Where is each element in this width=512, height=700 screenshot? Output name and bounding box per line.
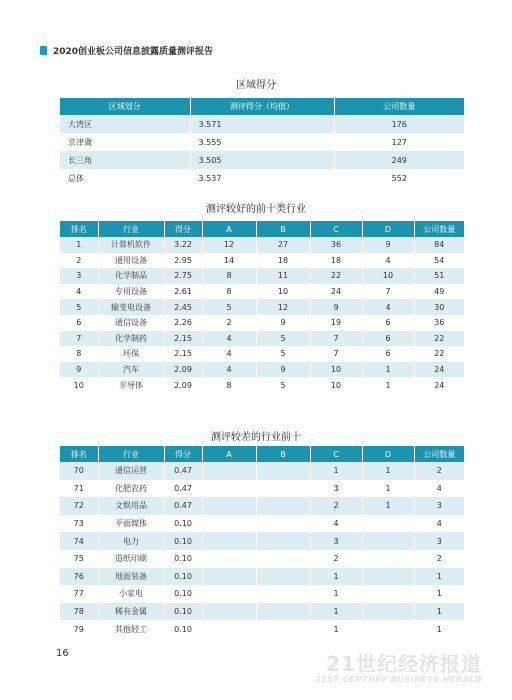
table-cell: 3.555 xyxy=(190,133,334,151)
table-cell: 74 xyxy=(60,532,98,550)
table-row xyxy=(60,515,464,533)
table-row xyxy=(60,268,464,284)
table-cell: 7 xyxy=(362,284,414,300)
table-cell: 7 xyxy=(310,346,362,362)
table-cell: 2.45 xyxy=(164,299,202,315)
table-cell: 汽车 xyxy=(98,362,164,378)
table-cell: 1 xyxy=(414,603,464,621)
table-cell: 77 xyxy=(60,585,98,603)
table-cell: 1 xyxy=(310,568,362,586)
table-cell: 2.26 xyxy=(164,315,202,331)
table-row xyxy=(60,568,464,586)
table-cell: 京津冀 xyxy=(60,133,190,151)
table-cell: 化学制药 xyxy=(98,331,164,347)
table-cell: 5 xyxy=(60,299,98,315)
table-cell: 1 xyxy=(414,585,464,603)
table-cell xyxy=(202,497,256,515)
table-cell: 10 xyxy=(362,268,414,284)
table-cell: 稀有金属 xyxy=(98,603,164,621)
table-row xyxy=(60,315,464,331)
table-row xyxy=(60,331,464,347)
table-cell: 4 xyxy=(414,480,464,498)
table-cell: 18 xyxy=(310,253,362,269)
table-cell: 8 xyxy=(202,377,256,393)
table-cell: 4 xyxy=(362,253,414,269)
column-header: B xyxy=(256,446,310,462)
table-cell: 2 xyxy=(414,462,464,480)
table-cell: 2.09 xyxy=(164,362,202,378)
table-cell: 0.10 xyxy=(164,532,202,550)
table-cell: 3 xyxy=(310,480,362,498)
table-cell: 4 xyxy=(202,362,256,378)
publisher-watermark xyxy=(315,648,482,684)
table-cell: 电力 xyxy=(98,532,164,550)
table-row xyxy=(60,362,464,378)
table-header-row xyxy=(60,221,464,237)
column-header: 得分 xyxy=(164,446,202,462)
table-cell: 22 xyxy=(310,268,362,284)
column-header: A xyxy=(202,446,256,462)
table-row xyxy=(60,377,464,393)
table-header-row xyxy=(60,98,464,115)
table-cell: 2.09 xyxy=(164,377,202,393)
table-row xyxy=(60,115,464,133)
table-cell: 6 xyxy=(362,331,414,347)
table-cell: 79 xyxy=(60,620,98,638)
table-cell: 1 xyxy=(60,237,98,253)
table-cell: 小家电 xyxy=(98,585,164,603)
table-cell: 1 xyxy=(414,568,464,586)
table-cell: 8 xyxy=(60,346,98,362)
table-cell: 2.15 xyxy=(164,346,202,362)
column-header: D xyxy=(362,446,414,462)
table-cell: 54 xyxy=(414,253,464,269)
table-cell: 2.75 xyxy=(164,268,202,284)
top-industries-title: 测评较好的前十类行业 xyxy=(206,204,306,215)
table-cell: 14 xyxy=(202,253,256,269)
table-cell: 3 xyxy=(60,268,98,284)
page-number: 16 xyxy=(56,648,69,659)
column-header: D xyxy=(362,221,414,237)
table-cell: 总体 xyxy=(60,169,190,187)
table-cell: 10 xyxy=(310,377,362,393)
table-cell: 0.47 xyxy=(164,462,202,480)
table-cell: 通信运营 xyxy=(98,462,164,480)
table-cell: 22 xyxy=(414,346,464,362)
table-cell xyxy=(202,532,256,550)
table-cell: 半导体 xyxy=(98,377,164,393)
table-cell: 4 xyxy=(202,331,256,347)
table-row xyxy=(60,346,464,362)
table-cell: 化肥农药 xyxy=(98,480,164,498)
table-cell: 12 xyxy=(202,237,256,253)
table-cell: 3 xyxy=(310,532,362,550)
table-cell: 1 xyxy=(362,480,414,498)
table-cell: 18 xyxy=(256,253,310,269)
table-cell: 1 xyxy=(310,585,362,603)
table-cell: 0.10 xyxy=(164,515,202,533)
table-cell xyxy=(256,568,310,586)
table-cell: 8 xyxy=(202,284,256,300)
table-cell: 1 xyxy=(362,362,414,378)
table-cell: 49 xyxy=(414,284,464,300)
table-cell: 30 xyxy=(414,299,464,315)
table-cell: 75 xyxy=(60,550,98,568)
table-row xyxy=(60,585,464,603)
table-cell: 0.10 xyxy=(164,620,202,638)
table-cell xyxy=(362,550,414,568)
table-row xyxy=(60,480,464,498)
table-cell: 其他轻工 xyxy=(98,620,164,638)
table-cell: 10 xyxy=(256,284,310,300)
column-header: 公司数量 xyxy=(334,98,464,115)
table-cell: 化学制品 xyxy=(98,268,164,284)
table-cell: 0.10 xyxy=(164,603,202,621)
table-cell: 0.10 xyxy=(164,550,202,568)
table-cell: 36 xyxy=(310,237,362,253)
table-cell xyxy=(256,550,310,568)
table-cell: 1 xyxy=(414,620,464,638)
table-cell: 22 xyxy=(414,331,464,347)
table-cell: 5 xyxy=(202,299,256,315)
table-header-row xyxy=(60,446,464,462)
region-score-table xyxy=(60,98,464,187)
table-cell xyxy=(202,462,256,480)
table-cell: 输变电设备 xyxy=(98,299,164,315)
table-cell: 9 xyxy=(256,315,310,331)
bottom-industries-table xyxy=(60,446,464,638)
table-cell: 2 xyxy=(414,550,464,568)
watermark-english: 21ST CENTURY BUSINESS HERALD xyxy=(315,675,482,684)
table-cell: 3 xyxy=(414,532,464,550)
report-header xyxy=(40,44,213,57)
table-cell: 1 xyxy=(362,497,414,515)
table-cell xyxy=(362,532,414,550)
table-cell: 24 xyxy=(414,377,464,393)
table-cell: 73 xyxy=(60,515,98,533)
table-cell: 36 xyxy=(414,315,464,331)
table-cell: 4 xyxy=(362,299,414,315)
table-cell: 1 xyxy=(310,620,362,638)
table-cell: 2.61 xyxy=(164,284,202,300)
table-row xyxy=(60,299,464,315)
table-cell: 9 xyxy=(60,362,98,378)
table-cell xyxy=(362,515,414,533)
table-row xyxy=(60,603,464,621)
table-cell xyxy=(256,585,310,603)
column-header: 测评得分（均值） xyxy=(190,98,334,115)
table-cell xyxy=(202,568,256,586)
table-cell xyxy=(256,497,310,515)
table-cell xyxy=(202,550,256,568)
table-cell xyxy=(202,585,256,603)
column-header: 公司数量 xyxy=(414,446,464,462)
table-cell: 大湾区 xyxy=(60,115,190,133)
table-cell: 6 xyxy=(362,346,414,362)
column-header: 排名 xyxy=(60,446,98,462)
table-cell: 3.505 xyxy=(190,151,334,169)
table-row xyxy=(60,620,464,638)
table-cell: 24 xyxy=(310,284,362,300)
table-cell: 249 xyxy=(334,151,464,169)
table-cell: 4 xyxy=(60,284,98,300)
table-cell: 1 xyxy=(362,462,414,480)
table-cell xyxy=(256,515,310,533)
table-cell: 3.22 xyxy=(164,237,202,253)
column-header: C xyxy=(310,446,362,462)
table-cell: 7 xyxy=(310,331,362,347)
table-cell: 2.15 xyxy=(164,331,202,347)
table-row xyxy=(60,253,464,269)
table-cell xyxy=(202,515,256,533)
table-cell xyxy=(256,532,310,550)
table-row xyxy=(60,497,464,515)
table-row xyxy=(60,550,464,568)
table-cell: 2 xyxy=(60,253,98,269)
table-cell xyxy=(362,620,414,638)
table-cell: 地面装备 xyxy=(98,568,164,586)
table-cell xyxy=(362,585,414,603)
table-row xyxy=(60,133,464,151)
table-cell: 19 xyxy=(310,315,362,331)
column-header: 行业 xyxy=(98,446,164,462)
table-cell: 计算机软件 xyxy=(98,237,164,253)
table-cell xyxy=(202,620,256,638)
table-cell: 5 xyxy=(256,346,310,362)
table-cell xyxy=(256,603,310,621)
table-cell: 文娱用品 xyxy=(98,497,164,515)
top-industries-table xyxy=(60,221,464,393)
table-cell: 3 xyxy=(414,497,464,515)
table-cell: 5 xyxy=(256,377,310,393)
watermark-chinese: 21世纪经济报道 xyxy=(326,652,482,676)
column-header: 公司数量 xyxy=(414,221,464,237)
table-cell: 通信设备 xyxy=(98,315,164,331)
table-row xyxy=(60,462,464,480)
column-header: B xyxy=(256,221,310,237)
table-cell: 通用设备 xyxy=(98,253,164,269)
table-cell: 10 xyxy=(60,377,98,393)
table-row xyxy=(60,284,464,300)
column-header: 排名 xyxy=(60,221,98,237)
table-cell: 3.571 xyxy=(190,115,334,133)
region-table-title: 区域得分 xyxy=(236,80,276,91)
column-header: 行业 xyxy=(98,221,164,237)
table-cell: 0.10 xyxy=(164,585,202,603)
table-cell: 9 xyxy=(310,299,362,315)
table-cell: 71 xyxy=(60,480,98,498)
table-cell: 6 xyxy=(60,315,98,331)
table-cell: 0.10 xyxy=(164,568,202,586)
column-header: 得分 xyxy=(164,221,202,237)
table-cell: 专用设备 xyxy=(98,284,164,300)
table-cell: 2 xyxy=(310,550,362,568)
table-cell xyxy=(202,603,256,621)
table-cell: 5 xyxy=(256,331,310,347)
report-title: 2020创业板公司信息披露质量测评报告 xyxy=(53,47,214,57)
table-cell: 造纸印刷 xyxy=(98,550,164,568)
table-cell: 2.95 xyxy=(164,253,202,269)
table-cell: 24 xyxy=(414,362,464,378)
table-cell: 11 xyxy=(256,268,310,284)
table-row xyxy=(60,532,464,550)
table-cell: 1 xyxy=(310,603,362,621)
table-cell xyxy=(256,480,310,498)
table-cell xyxy=(362,568,414,586)
table-cell: 2 xyxy=(202,315,256,331)
table-cell: 6 xyxy=(362,315,414,331)
header-marker-icon xyxy=(40,46,47,55)
table-cell: 7 xyxy=(60,331,98,347)
table-cell: 0.47 xyxy=(164,480,202,498)
table-cell: 78 xyxy=(60,603,98,621)
column-header: 区域划分 xyxy=(60,98,190,115)
table-cell xyxy=(256,462,310,480)
table-cell: 8 xyxy=(202,268,256,284)
table-cell: 0.47 xyxy=(164,497,202,515)
table-cell: 76 xyxy=(60,568,98,586)
table-row xyxy=(60,151,464,169)
table-cell: 72 xyxy=(60,497,98,515)
table-row xyxy=(60,237,464,253)
table-cell: 4 xyxy=(310,515,362,533)
table-cell: 1 xyxy=(310,462,362,480)
table-cell: 10 xyxy=(310,362,362,378)
table-cell: 9 xyxy=(362,237,414,253)
table-cell: 4 xyxy=(202,346,256,362)
table-cell: 9 xyxy=(256,362,310,378)
column-header: A xyxy=(202,221,256,237)
table-cell: 3.537 xyxy=(190,169,334,187)
table-cell: 51 xyxy=(414,268,464,284)
table-cell: 552 xyxy=(334,169,464,187)
table-cell: 长三角 xyxy=(60,151,190,169)
table-cell xyxy=(202,480,256,498)
table-row xyxy=(60,169,464,187)
table-cell: 1 xyxy=(362,377,414,393)
table-cell: 27 xyxy=(256,237,310,253)
table-cell: 4 xyxy=(414,515,464,533)
table-cell: 127 xyxy=(334,133,464,151)
table-cell: 平面媒体 xyxy=(98,515,164,533)
table-cell: 2 xyxy=(310,497,362,515)
table-cell: 84 xyxy=(414,237,464,253)
table-cell: 70 xyxy=(60,462,98,480)
table-cell: 176 xyxy=(334,115,464,133)
table-cell xyxy=(362,603,414,621)
column-header: C xyxy=(310,221,362,237)
table-cell: 环保 xyxy=(98,346,164,362)
table-cell xyxy=(256,620,310,638)
bottom-industries-title: 测评较差的行业前十 xyxy=(211,432,301,443)
table-cell: 12 xyxy=(256,299,310,315)
